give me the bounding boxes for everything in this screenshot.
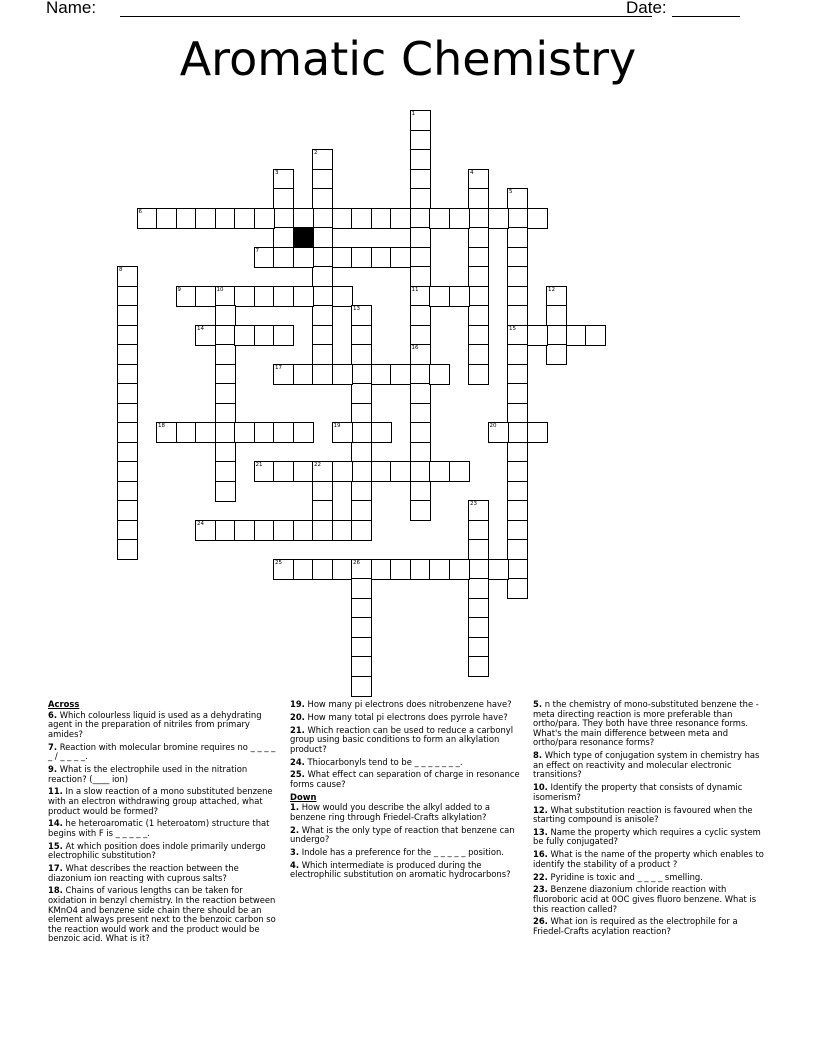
grid-cell[interactable] bbox=[312, 247, 333, 268]
grid-cell[interactable] bbox=[468, 286, 489, 307]
clue-number: 18 bbox=[158, 423, 165, 429]
grid-cell[interactable] bbox=[254, 208, 275, 229]
grid-cell[interactable] bbox=[371, 364, 392, 385]
clue-number: 20 bbox=[489, 423, 497, 429]
grid-cell[interactable] bbox=[546, 325, 567, 346]
grid-cell[interactable] bbox=[410, 247, 431, 268]
grid-cell[interactable] bbox=[507, 325, 528, 346]
grid-cell[interactable] bbox=[273, 208, 294, 229]
grid-cell[interactable] bbox=[488, 422, 509, 443]
grid-cell[interactable] bbox=[332, 520, 353, 541]
clue-across-6: 6. Which colourless liquid is used as a dehydrating agent in the preparation of nitriles from primary amides? bbox=[48, 709, 262, 739]
grid-cell[interactable] bbox=[215, 403, 236, 424]
clue-down-8: 8. Which type of conjugation system in chemistry has an effect on reactivity and molecular electronic transitions? bbox=[533, 750, 760, 780]
date-label: Date: bbox=[626, 0, 667, 17]
grid-cell[interactable] bbox=[293, 286, 314, 307]
clue-number: 13 bbox=[353, 306, 360, 312]
clue-number: 5 bbox=[509, 189, 513, 195]
grid-cell[interactable] bbox=[312, 344, 333, 365]
grid-cell[interactable] bbox=[351, 676, 372, 697]
grid-cell[interactable] bbox=[468, 305, 489, 326]
grid-cell[interactable] bbox=[585, 325, 606, 346]
grid-cell[interactable] bbox=[507, 208, 528, 229]
grid-cell[interactable] bbox=[117, 286, 138, 307]
grid-cell[interactable] bbox=[156, 208, 177, 229]
grid-cell[interactable] bbox=[351, 481, 372, 502]
grid-cell[interactable] bbox=[351, 656, 372, 677]
grid-cell[interactable] bbox=[507, 247, 528, 268]
grid-cell[interactable] bbox=[312, 227, 333, 248]
grid-cell[interactable] bbox=[351, 578, 372, 599]
clue-down-23: 23. Benzene diazonium chloride reaction with fluoroboric acid at 0OC gives fluoro benzene. What is this reaction called? bbox=[533, 884, 757, 914]
grid-cell[interactable] bbox=[468, 598, 489, 619]
clue-across-9: 9. What is the electrophile used in the nitration reaction? (____ ion) bbox=[48, 763, 248, 784]
grid-cell[interactable] bbox=[507, 422, 528, 443]
grid-cell[interactable] bbox=[468, 247, 489, 268]
clue-number: 25 bbox=[275, 559, 282, 566]
clue-number: 15 bbox=[509, 325, 516, 332]
grid-cell[interactable] bbox=[293, 461, 314, 482]
grid-cell[interactable] bbox=[468, 539, 489, 560]
clue-number: 1 bbox=[411, 111, 415, 117]
grid-cell[interactable] bbox=[293, 208, 314, 229]
grid-cell[interactable] bbox=[234, 325, 255, 346]
grid-cell[interactable] bbox=[351, 247, 372, 268]
clue-number: 11 bbox=[411, 286, 419, 293]
grid-cell[interactable] bbox=[507, 520, 528, 541]
grid-cell[interactable] bbox=[546, 286, 567, 307]
grid-cell[interactable] bbox=[390, 208, 411, 229]
grid-cell[interactable] bbox=[410, 500, 431, 521]
grid-cell[interactable] bbox=[351, 403, 372, 424]
grid-cell[interactable] bbox=[215, 442, 236, 463]
grid-cell[interactable] bbox=[429, 208, 450, 229]
grid-cell[interactable] bbox=[410, 344, 431, 365]
grid-cell[interactable] bbox=[527, 325, 548, 346]
grid-cell[interactable] bbox=[468, 266, 489, 287]
grid-cell[interactable] bbox=[117, 344, 138, 365]
grid-cell[interactable] bbox=[468, 520, 489, 541]
grid-cell[interactable] bbox=[117, 500, 138, 521]
clue-down-5: 5. n the chemistry of mono-substituted benzene the -meta directing reaction is more preferable than ortho/para. They both have three resonance forms. What's the main difference between meta and ortho/para resonance forms? bbox=[533, 699, 759, 748]
grid-cell[interactable] bbox=[312, 169, 333, 190]
grid-cell[interactable] bbox=[507, 461, 528, 482]
grid-cell[interactable] bbox=[507, 344, 528, 365]
grid-cell[interactable] bbox=[468, 188, 489, 209]
grid-cell[interactable] bbox=[410, 422, 431, 443]
clue-number: 7 bbox=[255, 247, 259, 254]
grid-cell[interactable] bbox=[117, 481, 138, 502]
grid-cell[interactable] bbox=[312, 520, 333, 541]
clue-down-16: 16. What is the name of the property which enables to identify the stability of a product ? bbox=[533, 849, 764, 869]
grid-cell[interactable] bbox=[215, 481, 236, 502]
grid-cell[interactable] bbox=[254, 422, 275, 443]
clue-down-10: 10. Identify the property that consists of dynamic isomerism? bbox=[533, 782, 743, 802]
grid-cell[interactable] bbox=[351, 208, 372, 229]
grid-cell[interactable] bbox=[468, 656, 489, 677]
clue-down-4: 4. Which intermediate is produced during the electrophilic substitution on aromatic hydrocarbons? bbox=[290, 859, 511, 880]
grid-cell[interactable] bbox=[507, 481, 528, 502]
grid-cell[interactable] bbox=[293, 520, 314, 541]
grid-cell[interactable] bbox=[312, 500, 333, 521]
clue-down-1: 1. How would you describe the alkyl added to a benzene ring through Friedel-Crafts alkylation? bbox=[290, 802, 491, 822]
grid-cell[interactable] bbox=[332, 461, 353, 482]
grid-cell[interactable] bbox=[117, 461, 138, 482]
clue-down-12: 12. What substitution reaction is favoured when the starting compound is anisole? bbox=[533, 804, 753, 825]
grid-cell[interactable] bbox=[254, 520, 275, 541]
grid-cell[interactable] bbox=[215, 286, 236, 307]
grid-cell[interactable] bbox=[410, 383, 431, 404]
grid-cell[interactable] bbox=[468, 578, 489, 599]
name-label: Name: bbox=[46, 0, 97, 17]
grid-cell[interactable] bbox=[351, 442, 372, 463]
grid-cell[interactable] bbox=[293, 247, 314, 268]
clues-column-2 bbox=[290, 700, 526, 883]
clue-number: 2 bbox=[314, 150, 318, 156]
grid-cell[interactable] bbox=[273, 325, 294, 346]
clue-number: 16 bbox=[411, 345, 419, 351]
grid-cell[interactable] bbox=[332, 208, 353, 229]
grid-cell[interactable] bbox=[332, 422, 353, 443]
grid-cell[interactable] bbox=[566, 325, 587, 346]
grid-cell[interactable] bbox=[273, 286, 294, 307]
grid-cell[interactable] bbox=[468, 500, 489, 521]
clue-number: 4 bbox=[470, 169, 474, 176]
grid-cell[interactable] bbox=[234, 520, 255, 541]
grid-cell[interactable] bbox=[312, 208, 333, 229]
grid-cell[interactable] bbox=[507, 266, 528, 287]
grid-cell[interactable] bbox=[156, 422, 177, 443]
grid-cell[interactable] bbox=[312, 266, 333, 287]
clue-across-17: 17. What describes the reaction between the diazonium ion reacting with cuprous salts? bbox=[48, 863, 239, 883]
grid-cell[interactable] bbox=[507, 578, 528, 599]
grid-cell[interactable] bbox=[468, 559, 489, 580]
grid-cell[interactable] bbox=[449, 208, 470, 229]
grid-cell[interactable] bbox=[468, 208, 489, 229]
clue-across-25: 25. What effect can separation of charge in resonance forms cause? bbox=[290, 769, 520, 789]
grid-cell[interactable] bbox=[254, 247, 275, 268]
grid-cell[interactable] bbox=[449, 286, 470, 307]
grid-cell[interactable] bbox=[215, 422, 236, 443]
grid-cell[interactable] bbox=[117, 305, 138, 326]
grid-cell[interactable] bbox=[215, 364, 236, 385]
grid-cell[interactable] bbox=[195, 520, 216, 541]
grid-cell[interactable] bbox=[351, 637, 372, 658]
grid-cell[interactable] bbox=[117, 266, 138, 287]
page-title: Aromatic Chemistry bbox=[179, 32, 637, 86]
grid-cell[interactable] bbox=[176, 422, 197, 443]
clue-number: 23 bbox=[470, 501, 477, 507]
grid-cell[interactable] bbox=[273, 188, 294, 209]
grid-cell[interactable] bbox=[176, 286, 197, 307]
grid-cell[interactable] bbox=[410, 286, 431, 307]
clue-number: 6 bbox=[138, 208, 142, 215]
grid-cell[interactable] bbox=[312, 305, 333, 326]
grid-cell[interactable] bbox=[351, 559, 372, 580]
grid-block bbox=[293, 227, 314, 248]
grid-cell[interactable] bbox=[273, 247, 294, 268]
grid-cell[interactable] bbox=[215, 305, 236, 326]
grid-cell[interactable] bbox=[351, 461, 372, 482]
clue-down-3: 3. Indole has a preference for the _ _ _ _ _ position. bbox=[290, 847, 504, 858]
grid-cell[interactable] bbox=[254, 286, 275, 307]
grid-cell[interactable] bbox=[371, 208, 392, 229]
grid-cell[interactable] bbox=[312, 364, 333, 385]
clue-down-22: 22. Pyridine is toxic and _ _ _ _ smelling. bbox=[533, 871, 703, 882]
grid-cell[interactable] bbox=[410, 481, 431, 502]
grid-cell[interactable] bbox=[410, 227, 431, 248]
grid-cell[interactable] bbox=[312, 559, 333, 580]
clue-across-18: 18. Chains of various lengths can be taken for oxidation in benzyl chemistry. In the reaction between KMnO4 and benzene side chain there should be an element always present next to the benzoic carbon so the reaction would work and the product would be benzoic acid. What is it? bbox=[48, 885, 276, 944]
grid-cell[interactable] bbox=[507, 442, 528, 463]
clue-across-20: 20. How many total pi electrons does pyrrole have? bbox=[290, 711, 508, 722]
grid-cell[interactable] bbox=[390, 247, 411, 268]
grid-cell[interactable] bbox=[137, 208, 158, 229]
grid-cell[interactable] bbox=[254, 461, 275, 482]
grid-cell[interactable] bbox=[410, 305, 431, 326]
grid-cell[interactable] bbox=[351, 344, 372, 365]
clue-number: 9 bbox=[177, 286, 181, 293]
grid-cell[interactable] bbox=[546, 344, 567, 365]
clue-number: 22 bbox=[314, 462, 321, 468]
grid-cell[interactable] bbox=[507, 188, 528, 209]
grid-cell[interactable] bbox=[195, 422, 216, 443]
grid-cell[interactable] bbox=[468, 227, 489, 248]
down-heading: Down bbox=[290, 791, 317, 802]
grid-cell[interactable] bbox=[429, 286, 450, 307]
grid-cell[interactable] bbox=[351, 383, 372, 404]
grid-cell[interactable] bbox=[273, 169, 294, 190]
across-heading: Across bbox=[48, 699, 80, 709]
grid-cell[interactable] bbox=[293, 422, 314, 443]
grid-cell[interactable] bbox=[215, 344, 236, 365]
grid-cell[interactable] bbox=[195, 208, 216, 229]
clue-across-7: 7. Reaction with molecular bromine requires no _ _ _ _ _ / _ _ _ _. bbox=[48, 741, 276, 762]
grid-cell[interactable] bbox=[117, 364, 138, 385]
clue-number: 12 bbox=[548, 286, 555, 293]
grid-cell[interactable] bbox=[371, 461, 392, 482]
clue-number: 8 bbox=[119, 267, 123, 273]
grid-cell[interactable] bbox=[410, 461, 431, 482]
grid-cell[interactable] bbox=[273, 461, 294, 482]
grid-cell[interactable] bbox=[468, 617, 489, 638]
grid-cell[interactable] bbox=[371, 247, 392, 268]
grid-cell[interactable] bbox=[195, 325, 216, 346]
clue-number: 21 bbox=[255, 462, 263, 468]
grid-cell[interactable] bbox=[410, 364, 431, 385]
grid-cell[interactable] bbox=[410, 559, 431, 580]
grid-cell[interactable] bbox=[507, 227, 528, 248]
grid-cell[interactable] bbox=[273, 520, 294, 541]
grid-cell[interactable] bbox=[215, 520, 236, 541]
grid-cell[interactable] bbox=[468, 325, 489, 346]
clue-across-11: 11. In a slow reaction of a mono substituted benzene with an electron withdrawing group attached, what product would be formed? bbox=[48, 786, 273, 816]
grid-cell[interactable] bbox=[215, 461, 236, 482]
grid-cell[interactable] bbox=[390, 559, 411, 580]
grid-cell[interactable] bbox=[273, 364, 294, 385]
grid-cell[interactable] bbox=[273, 559, 294, 580]
clue-number: 19 bbox=[333, 423, 341, 429]
grid-cell[interactable] bbox=[351, 520, 372, 541]
grid-cell[interactable] bbox=[351, 422, 372, 443]
grid-cell[interactable] bbox=[312, 481, 333, 502]
grid-cell[interactable] bbox=[488, 559, 509, 580]
clue-number: 17 bbox=[275, 364, 282, 371]
grid-cell[interactable] bbox=[234, 422, 255, 443]
grid-cell[interactable] bbox=[215, 383, 236, 404]
grid-cell[interactable] bbox=[488, 208, 509, 229]
grid-cell[interactable] bbox=[410, 110, 431, 131]
grid-cell[interactable] bbox=[507, 539, 528, 560]
grid-cell[interactable] bbox=[527, 422, 548, 443]
grid-cell[interactable] bbox=[351, 617, 372, 638]
grid-cell[interactable] bbox=[351, 500, 372, 521]
grid-cell[interactable] bbox=[410, 266, 431, 287]
grid-cell[interactable] bbox=[390, 364, 411, 385]
grid-cell[interactable] bbox=[117, 325, 138, 346]
grid-cell[interactable] bbox=[468, 344, 489, 365]
grid-cell[interactable] bbox=[429, 364, 450, 385]
clues-column-1 bbox=[48, 700, 280, 947]
clue-across-14: 14. he heteroaromatic (1 heteroatom) structure that begins with F is _ _ _ _ _. bbox=[48, 818, 270, 838]
grid-cell[interactable] bbox=[273, 227, 294, 248]
grid-cell[interactable] bbox=[507, 559, 528, 580]
grid-cell[interactable] bbox=[371, 422, 392, 443]
grid-cell[interactable] bbox=[410, 208, 431, 229]
grid-cell[interactable] bbox=[234, 208, 255, 229]
grid-cell[interactable] bbox=[195, 286, 216, 307]
clue-number: 24 bbox=[197, 520, 204, 527]
grid-cell[interactable] bbox=[371, 559, 392, 580]
grid-cell[interactable] bbox=[410, 325, 431, 346]
grid-cell[interactable] bbox=[332, 286, 353, 307]
grid-cell[interactable] bbox=[507, 286, 528, 307]
grid-cell[interactable] bbox=[293, 364, 314, 385]
grid-cell[interactable] bbox=[507, 383, 528, 404]
grid-cell[interactable] bbox=[429, 559, 450, 580]
clue-number: 14 bbox=[197, 325, 204, 332]
grid-cell[interactable] bbox=[176, 208, 197, 229]
clue-across-19: 19. How many pi electrons does nitrobenzene have? bbox=[290, 699, 512, 709]
grid-cell[interactable] bbox=[117, 539, 138, 560]
grid-cell[interactable] bbox=[293, 559, 314, 580]
grid-cell[interactable] bbox=[312, 286, 333, 307]
clue-number: 3 bbox=[275, 169, 279, 176]
grid-cell[interactable] bbox=[390, 461, 411, 482]
grid-cell[interactable] bbox=[332, 364, 353, 385]
grid-cell[interactable] bbox=[468, 637, 489, 658]
clue-number: 26 bbox=[353, 559, 360, 566]
grid-cell[interactable] bbox=[449, 559, 470, 580]
grid-cell[interactable] bbox=[468, 169, 489, 190]
grid-cell[interactable] bbox=[410, 403, 431, 424]
clue-down-13: 13. Name the property which requires a cyclic system be fully conjugated? bbox=[533, 826, 761, 847]
grid-cell[interactable] bbox=[117, 403, 138, 424]
grid-cell[interactable] bbox=[215, 208, 236, 229]
grid-cell[interactable] bbox=[507, 500, 528, 521]
clues-column-3 bbox=[533, 700, 769, 940]
grid-cell[interactable] bbox=[254, 325, 275, 346]
grid-cell[interactable] bbox=[351, 598, 372, 619]
grid-cell[interactable] bbox=[351, 305, 372, 326]
grid-cell[interactable] bbox=[312, 188, 333, 209]
date-field[interactable] bbox=[672, 16, 740, 17]
grid-cell[interactable] bbox=[117, 383, 138, 404]
grid-cell[interactable] bbox=[234, 286, 255, 307]
grid-cell[interactable] bbox=[410, 130, 431, 151]
grid-cell[interactable] bbox=[527, 208, 548, 229]
grid-cell[interactable] bbox=[117, 442, 138, 463]
grid-cell[interactable] bbox=[546, 305, 567, 326]
grid-cell[interactable] bbox=[351, 364, 372, 385]
worksheet-header bbox=[46, 0, 766, 22]
grid-cell[interactable] bbox=[312, 149, 333, 170]
grid-cell[interactable] bbox=[332, 247, 353, 268]
grid-cell[interactable] bbox=[312, 461, 333, 482]
grid-cell[interactable] bbox=[410, 169, 431, 190]
grid-cell[interactable] bbox=[449, 461, 470, 482]
grid-cell[interactable] bbox=[312, 325, 333, 346]
clue-across-21: 21. Which reaction can be used to reduce a carbonyl group using basic conditions to form an alkylation product? bbox=[290, 724, 514, 754]
grid-cell[interactable] bbox=[351, 325, 372, 346]
clue-across-24: 24. Thiocarbonyls tend to be _ _ _ _ _ _ _. bbox=[290, 756, 463, 767]
grid-cell[interactable] bbox=[429, 461, 450, 482]
grid-cell[interactable] bbox=[507, 364, 528, 385]
clue-down-2: 2. What is the only type of reaction that benzene can undergo? bbox=[290, 824, 515, 845]
grid-cell[interactable] bbox=[468, 364, 489, 385]
grid-cell[interactable] bbox=[410, 188, 431, 209]
grid-cell[interactable] bbox=[332, 559, 353, 580]
grid-cell[interactable] bbox=[410, 149, 431, 170]
grid-cell[interactable] bbox=[507, 403, 528, 424]
grid-cell[interactable] bbox=[273, 422, 294, 443]
crossword-grid[interactable] bbox=[117, 110, 607, 695]
clue-number: 10 bbox=[216, 286, 224, 293]
grid-cell[interactable] bbox=[507, 305, 528, 326]
grid-cell[interactable] bbox=[215, 325, 236, 346]
clue-down-26: 26. What ion is required as the electrophile for a Friedel-Crafts acylation reaction? bbox=[533, 916, 738, 936]
grid-cell[interactable] bbox=[117, 422, 138, 443]
name-field[interactable] bbox=[120, 16, 652, 17]
grid-cell[interactable] bbox=[117, 520, 138, 541]
clue-across-15: 15. At which position does indole primarily undergo electrophilic substitution? bbox=[48, 840, 266, 861]
grid-cell[interactable] bbox=[410, 442, 431, 463]
